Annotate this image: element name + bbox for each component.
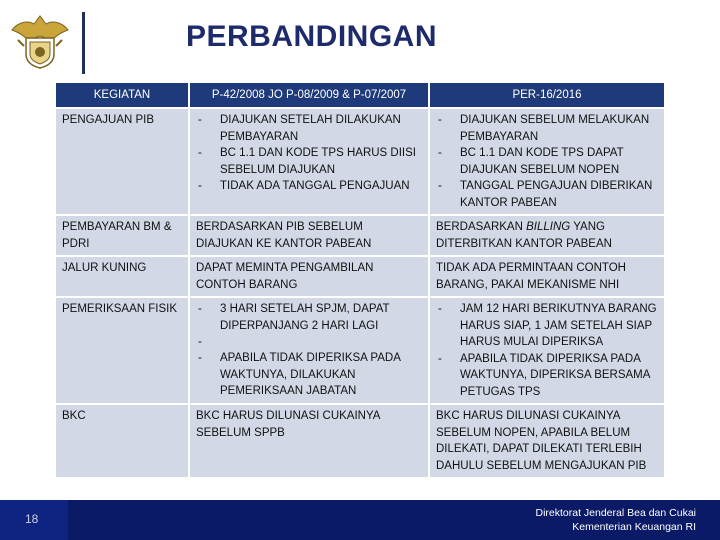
- old-regulation-cell: BERDASARKAN PIB SEBELUM DIAJUKAN KE KANTOR PABEAN: [190, 216, 428, 255]
- bullet-item: - APABILA TIDAK DIPERIKSA PADA WAKTUNYA, DIPERIKSA BERSAMA PETUGAS TPS: [436, 351, 658, 401]
- table-row: [56, 298, 664, 403]
- bullet-item: - DIAJUKAN SETELAH DILAKUKAN PEMBAYARAN: [196, 112, 422, 145]
- bullet-item: - APABILA TIDAK DIPERIKSA PADA WAKTUNYA, DILAKUKAN PEMERIKSAAN JABATAN: [196, 350, 422, 400]
- old-regulation-cell: DAPAT MEMINTA PENGAMBILAN CONTOH BARANG: [190, 257, 428, 296]
- bullet-item: - TANGGAL PENGAJUAN DIBERIKAN KANTOR PABEAN: [436, 178, 658, 211]
- table-row: [56, 405, 664, 477]
- page-number: 18: [25, 512, 39, 526]
- table-row: [56, 109, 664, 214]
- bullet-item: - DIAJUKAN SEBELUM MELAKUKAN PEMBAYARAN: [436, 112, 658, 145]
- table-row: [56, 257, 664, 296]
- column-header-new-regulation: PER-16/2016: [430, 83, 664, 107]
- row-label: PEMERIKSAAN FISIK: [56, 298, 188, 403]
- bullet-item: - 3 HARI SETELAH SPJM, DAPAT DIPERPANJANG 2 HARI LAGI: [196, 301, 422, 334]
- new-regulation-cell: [430, 216, 664, 255]
- row-label: BKC: [56, 405, 188, 477]
- row-label: PENGAJUAN PIB: [56, 109, 188, 214]
- bullet-item: - BC 1.1 DAN KODE TPS DAPAT DIAJUKAN SEBELUM NOPEN: [436, 145, 658, 178]
- new-regulation-cell: [430, 298, 664, 403]
- new-regulation-cell: [430, 109, 664, 214]
- column-header-old-regulation: P-42/2008 JO P-08/2009 & P-07/2007: [190, 83, 428, 107]
- text-segment: BERDASARKAN: [436, 221, 527, 233]
- text-segment: YANG DITERBITKAN KANTOR PABEAN: [436, 221, 612, 250]
- bullet-item: - TIDAK ADA TANGGAL PENGAJUAN: [196, 178, 422, 195]
- footer-org-line2: Kementerian Keuangan RI: [572, 521, 696, 533]
- row-label: PEMBAYARAN BM & PDRI: [56, 216, 188, 255]
- customs-emblem-logo: [8, 10, 72, 72]
- new-regulation-cell: TIDAK ADA PERMINTAAN CONTOH BARANG, PAKAI MEKANISME NHI: [430, 257, 664, 296]
- old-regulation-cell: BKC HARUS DILUNASI CUKAINYA SEBELUM SPPB: [190, 405, 428, 477]
- row-label: JALUR KUNING: [56, 257, 188, 296]
- table-row: [56, 216, 664, 255]
- bullet-item: - BC 1.1 DAN KODE TPS HARUS DIISI SEBELUM DIAJUKAN: [196, 145, 422, 178]
- bullet-item: - JAM 12 HARI BERIKUTNYA BARANG HARUS SIAP, 1 JAM SETELAH SIAP HARUS MULAI DIPERIKSA: [436, 301, 658, 351]
- italic-term: BILLING: [526, 221, 571, 233]
- page-title: PERBANDINGAN: [186, 20, 438, 53]
- comparison-table: [56, 83, 664, 477]
- new-regulation-cell: BKC HARUS DILUNASI CUKAINYA SEBELUM NOPEN, APABILA BELUM DILEKATI, DAPAT DILEKATI TERLEBIH DAHULU SEBELUM MENGAJUKAN PIB: [430, 405, 664, 477]
- footer-page-box: [0, 500, 68, 540]
- footer-organization: [535, 506, 696, 534]
- old-regulation-cell: [190, 298, 428, 403]
- old-regulation-cell: [190, 109, 428, 214]
- footer-org-line1: Direktorat Jenderal Bea dan Cukai: [535, 507, 696, 519]
- column-header-kegiatan: KEGIATAN: [56, 83, 188, 107]
- header-divider: [82, 12, 85, 74]
- footer-bar: [0, 500, 720, 540]
- table-header-row: [56, 83, 664, 107]
- spacer: [196, 334, 422, 350]
